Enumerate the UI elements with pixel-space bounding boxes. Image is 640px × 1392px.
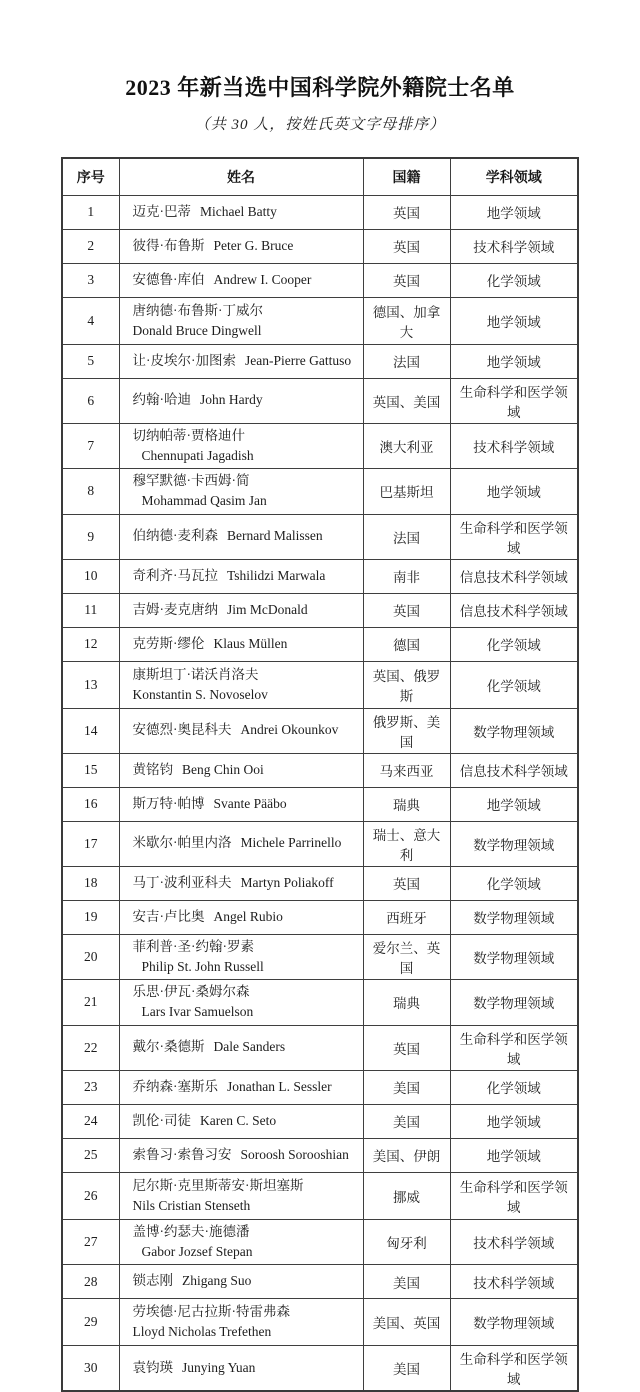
member-name-cn: 安德鲁·库伯 xyxy=(132,271,205,287)
cell-field: 地学领域 xyxy=(450,787,578,821)
member-name-cn: 唐纳德·布鲁斯·丁威尔 xyxy=(132,302,263,318)
member-name-cn: 彼得·布鲁斯 xyxy=(132,237,205,253)
cell-name xyxy=(119,297,363,344)
member-name-cn: 让·皮埃尔·加图索 xyxy=(132,352,236,368)
cell-index: 7 xyxy=(62,423,119,469)
cell-index: 23 xyxy=(62,1070,119,1104)
member-name-en: Peter G. Bruce xyxy=(213,237,294,253)
member-name-cn: 康斯坦丁·诺沃肖洛夫 xyxy=(132,666,259,682)
cell-name xyxy=(119,469,363,515)
cell-index: 22 xyxy=(62,1025,119,1070)
cell-field: 地学领域 xyxy=(450,1138,578,1172)
table-row xyxy=(62,753,578,787)
cell-name xyxy=(119,1070,363,1104)
table-row xyxy=(62,1219,578,1265)
member-name-en: Gabor Jozsef Stepan xyxy=(141,1243,253,1259)
cell-nationality: 英国 xyxy=(363,229,450,263)
table-row xyxy=(62,866,578,900)
cell-nationality: 英国 xyxy=(363,195,450,229)
table-row xyxy=(62,423,578,469)
cell-name xyxy=(119,1299,363,1346)
cell-field: 信息技术科学领域 xyxy=(450,753,578,787)
member-name-cn: 奇利齐·马瓦拉 xyxy=(132,567,218,583)
member-name-en: Jean-Pierre Gattuso xyxy=(245,352,352,368)
member-name-cn: 吉姆·麦克唐纳 xyxy=(132,601,218,617)
cell-name xyxy=(119,1265,363,1299)
cell-name xyxy=(119,934,363,980)
cell-name xyxy=(119,229,363,263)
cell-nationality: 瑞典 xyxy=(363,787,450,821)
cell-nationality: 美国 xyxy=(363,1104,450,1138)
cell-nationality: 英国 xyxy=(363,263,450,297)
cell-name xyxy=(119,661,363,708)
member-name-cn: 锁志刚 xyxy=(132,1273,173,1289)
table-row xyxy=(62,344,578,378)
cell-nationality: 瑞士、意大利 xyxy=(363,821,450,866)
cell-name xyxy=(119,423,363,469)
cell-nationality: 英国、俄罗斯 xyxy=(363,661,450,708)
table-row xyxy=(62,263,578,297)
cell-field: 生命科学和医学领域 xyxy=(450,1346,578,1392)
cell-index: 13 xyxy=(62,661,119,708)
member-name-cn: 黄铭钧 xyxy=(132,761,173,777)
cell-name xyxy=(119,900,363,934)
member-name-cn: 斯万特·帕博 xyxy=(132,795,205,811)
member-name-en: Klaus Müllen xyxy=(213,635,288,651)
cell-name xyxy=(119,708,363,753)
cell-field: 数学物理领域 xyxy=(450,708,578,753)
member-name-cn: 安吉·卢比奥 xyxy=(132,908,205,924)
table-row xyxy=(62,900,578,934)
cell-index: 1 xyxy=(62,195,119,229)
cell-name xyxy=(119,627,363,661)
cell-name xyxy=(119,821,363,866)
cell-name xyxy=(119,195,363,229)
member-name-cn: 安德烈·奥昆科夫 xyxy=(132,722,232,738)
table-row xyxy=(62,229,578,263)
member-name-en: Mohammad Qasim Jan xyxy=(141,493,267,509)
cell-nationality: 澳大利亚 xyxy=(363,423,450,469)
member-name-cn: 马丁·波利亚科夫 xyxy=(132,874,232,890)
table-row xyxy=(62,1172,578,1219)
member-name-cn: 乔纳森·塞斯乐 xyxy=(132,1078,218,1094)
header-index: 序号 xyxy=(62,158,119,195)
cell-name xyxy=(119,514,363,559)
member-name-en: Nils Cristian Stenseth xyxy=(132,1197,251,1213)
cell-name xyxy=(119,378,363,423)
cell-nationality: 法国 xyxy=(363,344,450,378)
member-name-en: Martyn Poliakoff xyxy=(240,874,334,890)
cell-field: 地学领域 xyxy=(450,297,578,344)
cell-name xyxy=(119,980,363,1026)
cell-index: 5 xyxy=(62,344,119,378)
cell-index: 21 xyxy=(62,980,119,1026)
member-name-en: Chennupati Jagadish xyxy=(141,447,254,463)
cell-index: 8 xyxy=(62,469,119,515)
cell-nationality: 英国、美国 xyxy=(363,378,450,423)
cell-field: 生命科学和医学领域 xyxy=(450,514,578,559)
member-name-cn: 迈克·巴蒂 xyxy=(132,203,191,219)
member-name-en: Svante Pääbo xyxy=(213,795,287,811)
cell-field: 生命科学和医学领域 xyxy=(450,1172,578,1219)
member-name-en: Andrew I. Cooper xyxy=(213,271,312,287)
cell-nationality: 挪威 xyxy=(363,1172,450,1219)
cell-field: 数学物理领域 xyxy=(450,980,578,1026)
member-name-en: Tshilidzi Marwala xyxy=(227,567,326,583)
cell-nationality: 英国 xyxy=(363,1025,450,1070)
member-name-en: John Hardy xyxy=(200,392,263,408)
member-name-cn: 伯纳德·麦利森 xyxy=(132,528,218,544)
member-name-cn: 乐思·伊瓦·桑姆尔森 xyxy=(132,984,250,999)
member-name-cn: 克劳斯·缪伦 xyxy=(132,635,205,651)
table-header-row xyxy=(62,158,578,195)
member-name-cn: 凯伦·司徒 xyxy=(132,1112,191,1128)
member-name-en: Michael Batty xyxy=(200,203,277,219)
table-row xyxy=(62,980,578,1026)
cell-nationality: 美国 xyxy=(363,1070,450,1104)
page-subtitle: （共 30 人，按姓氏英文字母排序） xyxy=(194,117,446,133)
table-row xyxy=(62,1265,578,1299)
cell-nationality: 瑞典 xyxy=(363,980,450,1026)
member-name-cn: 索鲁习·索鲁习安 xyxy=(132,1146,232,1162)
cell-name xyxy=(119,1346,363,1392)
cell-name xyxy=(119,1219,363,1265)
table-row xyxy=(62,1025,578,1070)
cell-index: 10 xyxy=(62,559,119,593)
cell-field: 化学领域 xyxy=(450,661,578,708)
cell-index: 24 xyxy=(62,1104,119,1138)
members-table xyxy=(61,157,579,1392)
cell-index: 29 xyxy=(62,1299,119,1346)
member-name-cn: 米歇尔·帕里内洛 xyxy=(132,835,232,851)
cell-name xyxy=(119,344,363,378)
table-row xyxy=(62,559,578,593)
table-row xyxy=(62,378,578,423)
cell-index: 26 xyxy=(62,1172,119,1219)
page-title: 2023 年新当选中国科学院外籍院士名单 xyxy=(125,75,515,100)
table-row xyxy=(62,627,578,661)
cell-nationality: 匈牙利 xyxy=(363,1219,450,1265)
cell-field: 化学领域 xyxy=(450,263,578,297)
table-row xyxy=(62,661,578,708)
table-row xyxy=(62,1104,578,1138)
table-row xyxy=(62,195,578,229)
cell-index: 17 xyxy=(62,821,119,866)
cell-nationality: 西班牙 xyxy=(363,900,450,934)
cell-field: 地学领域 xyxy=(450,1104,578,1138)
cell-index: 3 xyxy=(62,263,119,297)
cell-nationality: 巴基斯坦 xyxy=(363,469,450,515)
member-name-en: Konstantin S. Novoselov xyxy=(132,686,268,702)
cell-nationality: 俄罗斯、美国 xyxy=(363,708,450,753)
cell-name xyxy=(119,1172,363,1219)
cell-nationality: 南非 xyxy=(363,559,450,593)
member-name-en: Lars Ivar Samuelson xyxy=(141,1004,254,1020)
cell-field: 信息技术科学领域 xyxy=(450,559,578,593)
cell-field: 数学物理领域 xyxy=(450,900,578,934)
member-name-en: Dale Sanders xyxy=(213,1039,286,1055)
cell-field: 数学物理领域 xyxy=(450,934,578,980)
cell-index: 18 xyxy=(62,866,119,900)
member-name-cn: 袁钧瑛 xyxy=(132,1359,173,1375)
member-name-cn: 切纳帕蒂·贾格迪什 xyxy=(132,427,245,443)
cell-index: 12 xyxy=(62,627,119,661)
table-body xyxy=(62,195,578,1391)
cell-field: 数学物理领域 xyxy=(450,1299,578,1346)
member-name-cn: 戴尔·桑德斯 xyxy=(132,1039,205,1055)
cell-index: 20 xyxy=(62,934,119,980)
table-row xyxy=(62,787,578,821)
member-name-en: Michele Parrinello xyxy=(240,835,342,851)
cell-field: 生命科学和医学领域 xyxy=(450,1025,578,1070)
table-row xyxy=(62,469,578,515)
cell-index: 15 xyxy=(62,753,119,787)
cell-nationality: 爱尔兰、英国 xyxy=(363,934,450,980)
table-row xyxy=(62,708,578,753)
member-name-en: Beng Chin Ooi xyxy=(182,761,264,777)
member-name-en: Zhigang Suo xyxy=(182,1273,252,1289)
cell-nationality: 美国 xyxy=(363,1265,450,1299)
cell-nationality: 美国、英国 xyxy=(363,1299,450,1346)
cell-field: 化学领域 xyxy=(450,627,578,661)
table-row xyxy=(62,1346,578,1392)
cell-index: 11 xyxy=(62,593,119,627)
table-row xyxy=(62,514,578,559)
table-row xyxy=(62,934,578,980)
cell-index: 4 xyxy=(62,297,119,344)
member-name-en: Donald Bruce Dingwell xyxy=(132,322,262,338)
cell-nationality: 美国、伊朗 xyxy=(363,1138,450,1172)
cell-field: 生命科学和医学领域 xyxy=(450,378,578,423)
cell-name xyxy=(119,559,363,593)
cell-field: 技术科学领域 xyxy=(450,1219,578,1265)
cell-nationality: 英国 xyxy=(363,866,450,900)
table-row xyxy=(62,297,578,344)
cell-name xyxy=(119,1138,363,1172)
cell-nationality: 马来西亚 xyxy=(363,753,450,787)
cell-field: 技术科学领域 xyxy=(450,1265,578,1299)
member-name-en: Jim McDonald xyxy=(227,601,308,617)
cell-name xyxy=(119,263,363,297)
member-name-en: Jonathan L. Sessler xyxy=(227,1078,332,1094)
header-name: 姓名 xyxy=(119,158,363,195)
cell-field: 数学物理领域 xyxy=(450,821,578,866)
cell-name xyxy=(119,787,363,821)
member-name-en: Soroosh Sorooshian xyxy=(240,1146,349,1162)
cell-field: 地学领域 xyxy=(450,344,578,378)
cell-field: 化学领域 xyxy=(450,866,578,900)
header-nationality: 国籍 xyxy=(363,158,450,195)
cell-index: 25 xyxy=(62,1138,119,1172)
cell-nationality: 德国 xyxy=(363,627,450,661)
member-name-cn: 菲利普·圣·约翰·罗素 xyxy=(132,938,254,954)
cell-name xyxy=(119,753,363,787)
cell-nationality: 德国、加拿大 xyxy=(363,297,450,344)
table-row xyxy=(62,1299,578,1346)
cell-field: 信息技术科学领域 xyxy=(450,593,578,627)
member-name-cn: 穆罕默德·卡西姆·简 xyxy=(132,473,250,488)
member-name-en: Junying Yuan xyxy=(182,1359,256,1375)
member-name-en: Karen C. Seto xyxy=(200,1112,277,1128)
cell-index: 2 xyxy=(62,229,119,263)
member-name-en: Lloyd Nicholas Trefethen xyxy=(132,1324,272,1339)
member-name-en: Philip St. John Russell xyxy=(141,958,264,974)
cell-index: 16 xyxy=(62,787,119,821)
member-name-cn: 约翰·哈迪 xyxy=(132,392,191,408)
cell-nationality: 英国 xyxy=(363,593,450,627)
cell-index: 6 xyxy=(62,378,119,423)
member-name-cn: 盖博·约瑟夫·施德潘 xyxy=(132,1223,250,1239)
cell-field: 技术科学领域 xyxy=(450,229,578,263)
cell-index: 30 xyxy=(62,1346,119,1392)
cell-name xyxy=(119,593,363,627)
cell-index: 9 xyxy=(62,514,119,559)
table-row xyxy=(62,593,578,627)
cell-nationality: 美国 xyxy=(363,1346,450,1392)
cell-field: 地学领域 xyxy=(450,195,578,229)
table-row xyxy=(62,1138,578,1172)
cell-index: 27 xyxy=(62,1219,119,1265)
header-field: 学科领域 xyxy=(450,158,578,195)
cell-name xyxy=(119,1104,363,1138)
cell-field: 地学领域 xyxy=(450,469,578,515)
member-name-en: Angel Rubio xyxy=(213,908,283,924)
member-name-en: Andrei Okounkov xyxy=(240,722,339,738)
cell-field: 技术科学领域 xyxy=(450,423,578,469)
member-name-en: Bernard Malissen xyxy=(227,528,323,544)
member-name-cn: 劳埃德·尼古拉斯·特雷弗森 xyxy=(132,1304,290,1320)
table-row xyxy=(62,821,578,866)
cell-index: 14 xyxy=(62,708,119,753)
cell-name xyxy=(119,1025,363,1070)
cell-name xyxy=(119,866,363,900)
table-row xyxy=(62,1070,578,1104)
cell-index: 28 xyxy=(62,1265,119,1299)
cell-nationality: 法国 xyxy=(363,514,450,559)
cell-field: 化学领域 xyxy=(450,1070,578,1104)
member-name-cn: 尼尔斯·克里斯蒂安·斯坦塞斯 xyxy=(132,1177,304,1193)
cell-index: 19 xyxy=(62,900,119,934)
